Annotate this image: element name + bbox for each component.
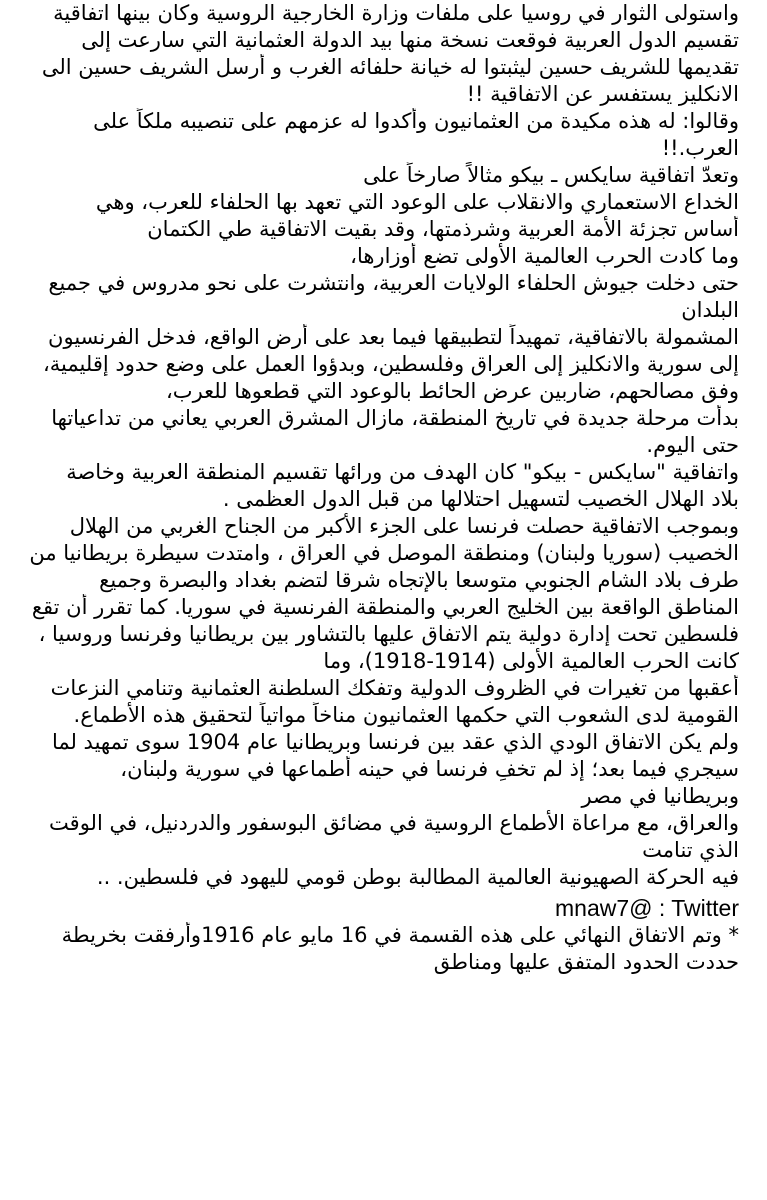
text-line: تقديمها للشريف حسين ليثبتوا له خيانة حلفائه الغرب و أرسل الشريف حسين الى xyxy=(41,55,739,79)
text-line: والعراق، مع مراعاة الأطماع الروسية في مضائق البوسفور والدردنيل، في الوقت xyxy=(49,811,739,835)
text-line: المناطق الواقعة بين الخليج العربي والمنطقة الفرنسية في سوريا. كما تقرر أن تقع xyxy=(31,595,739,619)
twitter-handle: mnaw7@ : Twitter xyxy=(555,895,739,921)
text-line: وبريطانيا في مصر xyxy=(581,784,739,808)
text-line: الخداع الاستعماري والانقلاب على الوعود التي تعهد بها الحلفاء للعرب، وهي xyxy=(95,190,739,214)
text-line: وبموجب الاتفاقية حصلت فرنسا على الجزء الأكبر من الجناح الغربي من الهلال xyxy=(69,514,739,538)
text-line: المشمولة بالاتفاقية، تمهيداً لتطبيقها فيما بعد على أرض الواقع، فدخل الفرنسيون xyxy=(48,325,739,349)
text-line: سيجري فيما بعد؛ إذ لم تخفِ فرنسا في حينه أطماعها في سورية ولبنان، xyxy=(120,757,739,781)
text-line: البلدان xyxy=(681,298,739,322)
text-line: أساس تجزئة الأمة العربية وشرذمتها، وقد بقيت الاتفاقية طي الكتمان xyxy=(147,217,739,241)
text-line: الخصيب (سوريا ولبنان) ومنطقة الموصل في العراق ، وامتدت سيطرة بريطانيا من xyxy=(29,541,739,565)
text-line: حتى اليوم. xyxy=(646,433,739,457)
text-line: واستولى الثوار في روسيا على ملفات وزارة الخارجية الروسية وكان بينها اتفاقية xyxy=(53,1,739,25)
text-line: واتفاقية "سايكس - بيكو" كان الهدف من ورائها تقسيم المنطقة العربية وخاصة xyxy=(66,460,739,484)
text-line: * وتم الاتفاق النهائي على هذه القسمة في 16 مايو عام 1916وأرفقت بخريطة xyxy=(61,923,739,947)
text-line: فيه الحركة الصهيونية العالمية المطالبة بوطن قومي لليهود في فلسطين. .. xyxy=(96,865,739,889)
text-line: ولم يكن الاتفاق الودي الذي عقد بين فرنسا وبريطانيا عام 1904 سوى تمهيد لما xyxy=(51,730,739,754)
text-line: القومية لدى الشعوب التي حكمها العثمانيون مناخاً مواتياً لتحقيق هذه الأطماع. xyxy=(73,703,739,727)
text-line: حددت الحدود المتفق عليها ومناطق xyxy=(433,950,739,974)
text-line: وفق مصالحهم، ضاربين عرض الحائط بالوعود التي قطعوها للعرب، xyxy=(166,379,739,403)
text-line: وتعدّ اتفاقية سايكس ـ بيكو مثالاً صارخاً على xyxy=(363,163,739,187)
text-line: أعقبها من تغيرات في الظروف الدولية وتفكك السلطنة العثمانية وتنامي النزعات xyxy=(50,676,739,700)
text-line: الذي تنامت xyxy=(642,838,739,862)
text-line: فلسطين تحت إدارة دولية يتم الاتفاق عليها بالتشاور بين بريطانيا وفرنسا وروسيا ، xyxy=(38,622,739,646)
text-line: الانكليز يستفسر عن الاتفاقية !! xyxy=(466,82,739,106)
text-line: وقالوا: له هذه مكيدة من العثمانيون وأكدوا له عزمهم على تنصيبه ملكاً على xyxy=(93,109,739,133)
text-line: بدأت مرحلة جديدة في تاريخ المنطقة، مازال المشرق العربي يعاني من تداعياتها xyxy=(51,406,739,430)
text-line: إلى سورية والانكليز إلى العراق وفلسطين، وبدؤوا العمل على وضع حدود إقليمية، xyxy=(43,352,739,376)
text-line: وما كادت الحرب العالمية الأولى تضع أوزارها، xyxy=(350,244,739,268)
text-line: كانت الحرب العالمية الأولى (1914-1918)، وما xyxy=(323,649,739,673)
text-line: بلاد الهلال الخصيب لتسهيل احتلالها من قبل الدول العظمى . xyxy=(222,487,739,511)
text-line: طرف بلاد الشام الجنوبي متوسعا بالإتجاه شرقا لتضم بغداد والبصرة وجميع xyxy=(99,568,739,592)
text-line: تقسيم الدول العربية فوقعت نسخة منها بيد الدولة العثمانية التي سارعت إلى xyxy=(81,28,739,52)
text-line: العرب.!! xyxy=(661,136,739,160)
text-line: حتى دخلت جيوش الحلفاء الولايات العربية، وانتشرت على نحو مدروس في جميع xyxy=(48,271,739,295)
